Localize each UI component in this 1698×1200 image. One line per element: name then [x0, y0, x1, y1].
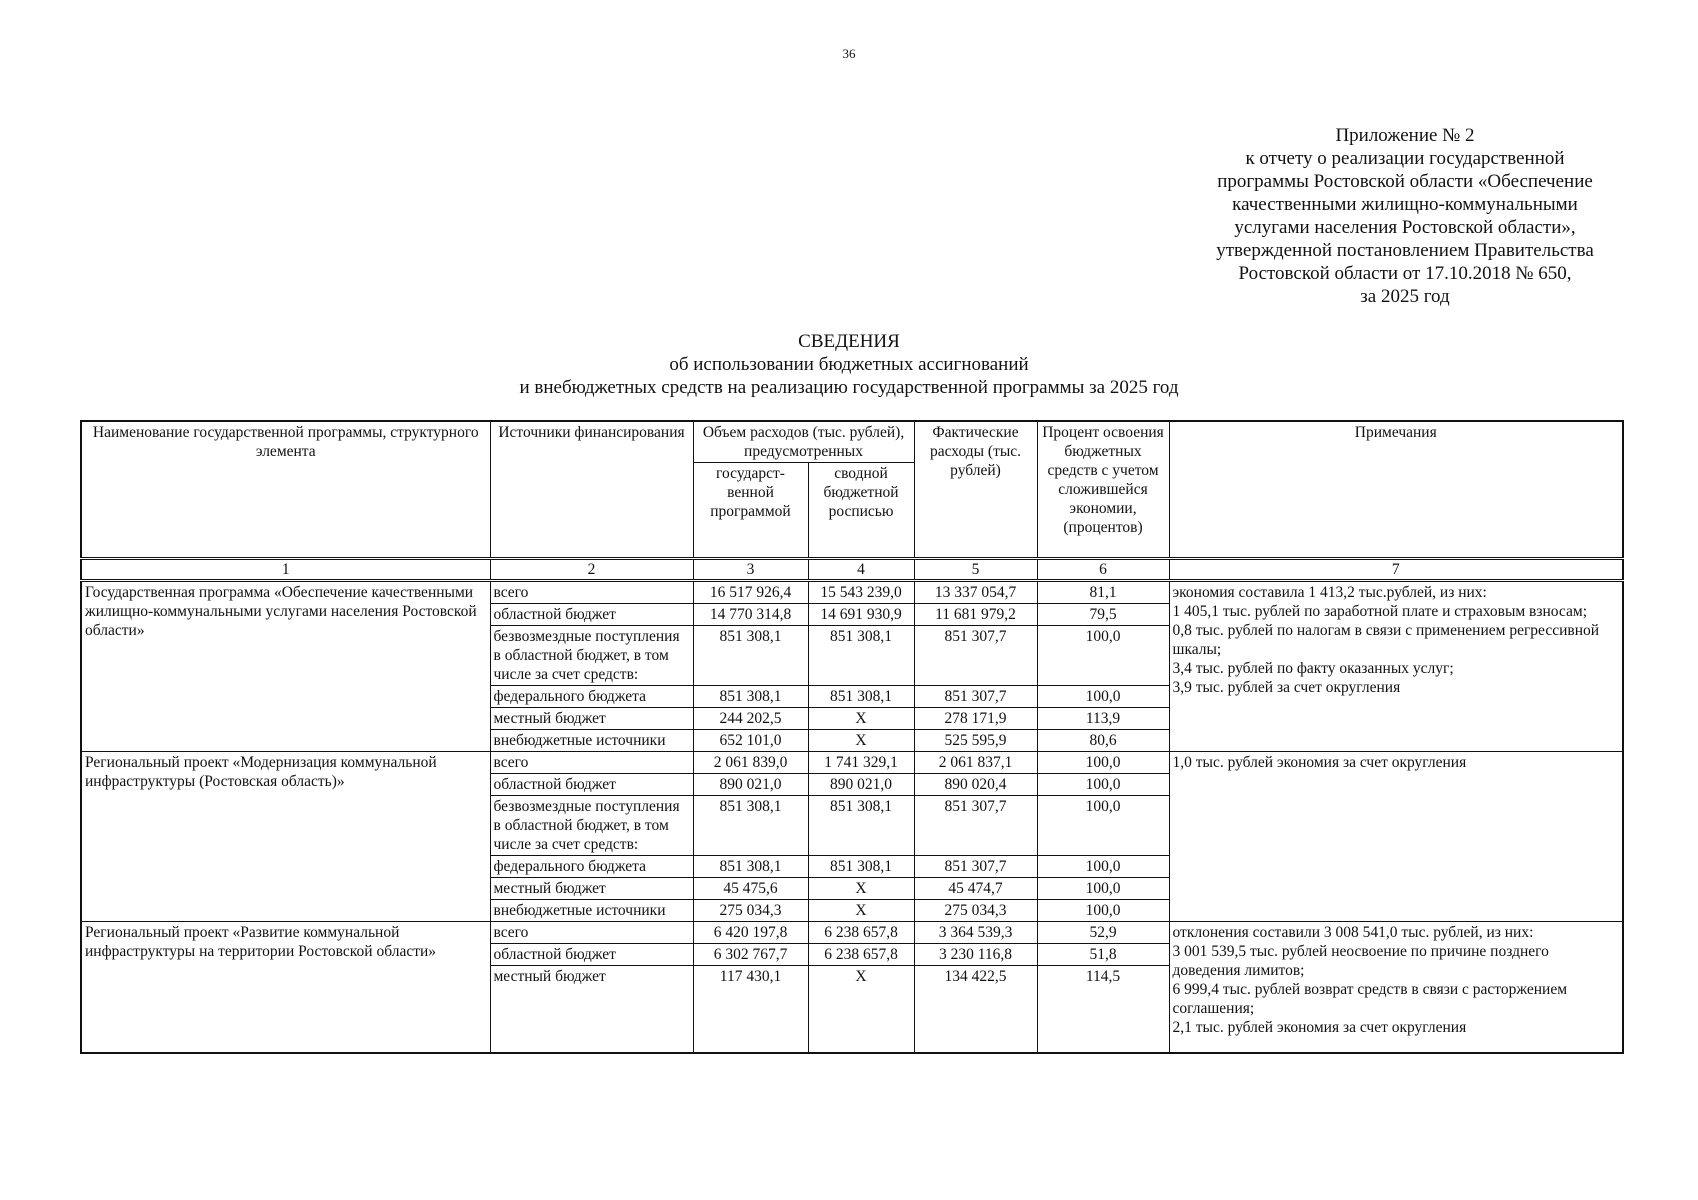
table-row [81, 922, 1623, 944]
actual-cell: 851 307,7 [914, 686, 1037, 708]
budget-cell: 6 238 657,8 [808, 944, 914, 966]
actual-cell: 134 422,5 [914, 966, 1037, 1054]
plan-cell: 6 420 197,8 [693, 922, 808, 944]
header-percent: Процент освоения бюджетных средств с учетом сложившейся экономии, (процентов) [1037, 421, 1169, 559]
appendix-line: программы Ростовской области «Обеспечение [1217, 171, 1593, 192]
header-name: Наименование государственной программы, структурного элемента [81, 421, 490, 559]
plan-cell: 117 430,1 [693, 966, 808, 1054]
column-number: 1 [81, 559, 490, 581]
title-line: и внебюджетных средств на реализацию государственной программы за 2025 год [519, 377, 1179, 398]
percent-cell: 100,0 [1037, 686, 1169, 708]
percent-cell: 100,0 [1037, 900, 1169, 922]
percent-cell: 81,1 [1037, 581, 1169, 604]
source-cell: всего [490, 752, 693, 774]
column-number: 4 [808, 559, 914, 581]
source-cell: местный бюджет [490, 708, 693, 730]
header-source: Источники финансирования [490, 421, 693, 559]
budget-cell: Х [808, 708, 914, 730]
actual-cell: 851 307,7 [914, 626, 1037, 686]
table-row [81, 581, 1623, 604]
source-cell: местный бюджет [490, 966, 693, 1054]
budget-cell: Х [808, 900, 914, 922]
actual-cell: 851 307,7 [914, 856, 1037, 878]
budget-cell: 890 021,0 [808, 774, 914, 796]
note-cell: 1,0 тыс. рублей экономия за счет округления [1169, 752, 1623, 922]
header-planned: Объем расходов (тыс. рублей), предусмотренных [693, 421, 914, 463]
column-number: 2 [490, 559, 693, 581]
plan-cell: 275 034,3 [693, 900, 808, 922]
budget-cell: Х [808, 966, 914, 1054]
appendix-line: Ростовской области от 17.10.2018 № 650, [1238, 263, 1572, 284]
actual-cell: 11 681 979,2 [914, 604, 1037, 626]
actual-cell: 278 171,9 [914, 708, 1037, 730]
title-line: об использовании бюджетных ассигнований [669, 354, 1029, 375]
source-cell: федерального бюджета [490, 686, 693, 708]
source-cell: всего [490, 922, 693, 944]
source-cell: областной бюджет [490, 774, 693, 796]
actual-cell: 13 337 054,7 [914, 581, 1037, 604]
plan-cell: 16 517 926,4 [693, 581, 808, 604]
plan-cell: 6 302 767,7 [693, 944, 808, 966]
appendix-line: за 2025 год [1360, 286, 1450, 307]
plan-cell: 652 101,0 [693, 730, 808, 752]
actual-cell: 851 307,7 [914, 796, 1037, 856]
percent-cell: 100,0 [1037, 796, 1169, 856]
title-line: СВЕДЕНИЯ [798, 331, 900, 352]
budget-cell: Х [808, 878, 914, 900]
appendix-line: Приложение № 2 [1335, 125, 1475, 146]
percent-cell: 80,6 [1037, 730, 1169, 752]
header-planned-program: государст- венной программой [693, 463, 808, 559]
actual-cell: 525 595,9 [914, 730, 1037, 752]
appendix-line: утвержденной постановлением Правительства [1216, 240, 1594, 261]
budget-cell: 14 691 930,9 [808, 604, 914, 626]
budget-cell: 1 741 329,1 [808, 752, 914, 774]
budget-cell: 851 308,1 [808, 686, 914, 708]
source-cell: областной бюджет [490, 944, 693, 966]
note-cell: экономия составила 1 413,2 тыс.рублей, из них: 1 405,1 тыс. рублей по заработной плате и страховым взносам; 0,8 тыс. рублей по налогам в связи с применением регрессивной шкалы; 3,4 тыс. рублей по факту оказанных услуг; 3,9 тыс. рублей за счет округления [1169, 581, 1623, 752]
percent-cell: 100,0 [1037, 856, 1169, 878]
column-number: 6 [1037, 559, 1169, 581]
source-cell: внебюджетные источники [490, 730, 693, 752]
percent-cell: 100,0 [1037, 752, 1169, 774]
actual-cell: 3 230 116,8 [914, 944, 1037, 966]
page-number: 36 [842, 46, 856, 61]
percent-cell: 113,9 [1037, 708, 1169, 730]
appendix-line: качественными жилищно-коммунальными [1232, 194, 1578, 215]
header-planned-budget: сводной бюджетной росписью [808, 463, 914, 559]
source-cell: безвозмездные поступления в областной бюджет, в том числе за счет средств: [490, 796, 693, 856]
budget-cell: 851 308,1 [808, 856, 914, 878]
percent-cell: 100,0 [1037, 878, 1169, 900]
appendix-heading [1160, 124, 1650, 308]
actual-cell: 2 061 837,1 [914, 752, 1037, 774]
appendix-line: к отчету о реализации государственной [1245, 148, 1565, 169]
plan-cell: 851 308,1 [693, 856, 808, 878]
column-numbers-row [81, 559, 1623, 581]
percent-cell: 51,8 [1037, 944, 1169, 966]
column-number: 3 [693, 559, 808, 581]
table-row [81, 752, 1623, 774]
header-notes: Примечания [1169, 421, 1623, 559]
percent-cell: 100,0 [1037, 626, 1169, 686]
plan-cell: 244 202,5 [693, 708, 808, 730]
percent-cell: 100,0 [1037, 774, 1169, 796]
actual-cell: 3 364 539,3 [914, 922, 1037, 944]
plan-cell: 851 308,1 [693, 686, 808, 708]
source-cell: всего [490, 581, 693, 604]
plan-cell: 890 021,0 [693, 774, 808, 796]
project-name: Региональный проект «Развитие коммунальной инфраструктуры на территории Ростовской области» [81, 922, 490, 1054]
budget-cell: 851 308,1 [808, 626, 914, 686]
percent-cell: 114,5 [1037, 966, 1169, 1054]
actual-cell: 45 474,7 [914, 878, 1037, 900]
budget-cell: Х [808, 730, 914, 752]
source-cell: областной бюджет [490, 604, 693, 626]
percent-cell: 52,9 [1037, 922, 1169, 944]
plan-cell: 45 475,6 [693, 878, 808, 900]
column-number: 5 [914, 559, 1037, 581]
source-cell: безвозмездные поступления в областной бюджет, в том числе за счет средств: [490, 626, 693, 686]
source-cell: местный бюджет [490, 878, 693, 900]
project-name: Региональный проект «Модернизация коммунальной инфраструктуры (Ростовская область)» [81, 752, 490, 922]
budget-cell: 6 238 657,8 [808, 922, 914, 944]
plan-cell: 851 308,1 [693, 796, 808, 856]
source-cell: федерального бюджета [490, 856, 693, 878]
document-title [0, 330, 1698, 399]
actual-cell: 275 034,3 [914, 900, 1037, 922]
program-name: Государственная программа «Обеспечение качественными жилищно-коммунальными услугами населения Ростовской области» [81, 581, 490, 752]
percent-cell: 79,5 [1037, 604, 1169, 626]
plan-cell: 851 308,1 [693, 626, 808, 686]
appendix-line: услугами населения Ростовской области», [1234, 217, 1576, 238]
budget-cell: 15 543 239,0 [808, 581, 914, 604]
note-cell: отклонения составили 3 008 541,0 тыс. рублей, из них: 3 001 539,5 тыс. рублей неосвоение по причине позднего доведения лимитов; 6 999,4 тыс. рублей возврат средств в связи с расторжением соглашения; 2,1 тыс. рублей экономия за счет округления [1169, 922, 1623, 1054]
budget-report-table [80, 420, 1624, 1054]
budget-cell: 851 308,1 [808, 796, 914, 856]
source-cell: внебюджетные источники [490, 900, 693, 922]
header-actual: Фактические расходы (тыс. рублей) [914, 421, 1037, 559]
actual-cell: 890 020,4 [914, 774, 1037, 796]
plan-cell: 14 770 314,8 [693, 604, 808, 626]
column-number: 7 [1169, 559, 1623, 581]
plan-cell: 2 061 839,0 [693, 752, 808, 774]
